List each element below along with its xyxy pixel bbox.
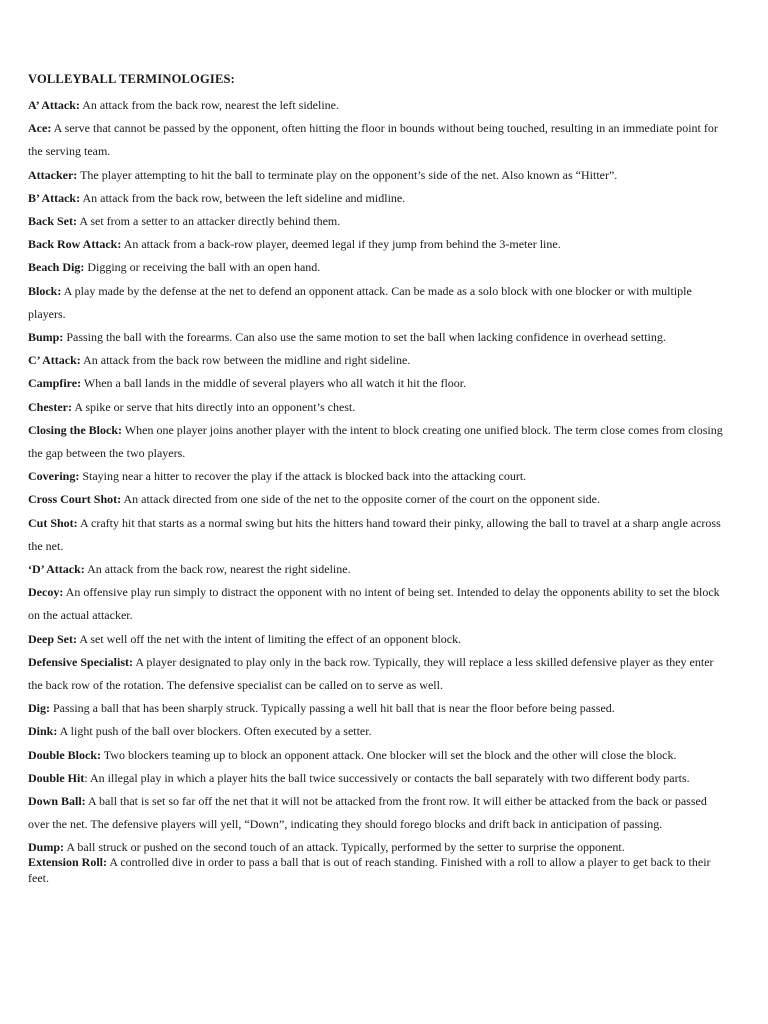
term-entry	[28, 349, 726, 372]
term-name: C’ Attack:	[28, 353, 81, 368]
term-name: Dink:	[28, 724, 58, 739]
term-definition: A set well off the net with the intent of limiting the effect of an opponent block.	[76, 631, 462, 646]
term-name: Decoy:	[28, 585, 64, 600]
term-definition: An attack from the back row between the midline and right sideline.	[80, 353, 411, 368]
terms-list	[28, 94, 726, 886]
term-entry	[28, 720, 726, 743]
term-definition: A controlled dive in order to pass a ball that is out of reach standing. Finished with a roll to allow a player to get back to their feet.	[28, 855, 711, 885]
document-title: VOLLEYBALL TERMINOLOGIES:	[28, 72, 236, 86]
term-entry	[28, 628, 726, 651]
term-name: Down Ball:	[28, 794, 86, 809]
term-definition: An attack from the back row, between the left sideline and midline.	[80, 190, 406, 205]
term-definition: An offensive play run simply to distract the opponent with no intent of being set. Intended to delay the opponents ability to set the block on the actual attacker.	[28, 585, 720, 623]
term-definition: A ball struck or pushed on the second touch of an attack. Typically, performed by the setter to surprise the opponent.	[64, 839, 625, 854]
term-entry	[28, 512, 726, 558]
term-entry	[28, 840, 726, 856]
term-entry	[28, 117, 726, 163]
term-definition: A spike or serve that hits directly into an opponent’s chest.	[71, 399, 356, 414]
term-entry	[28, 790, 726, 836]
term-name: Defensive Specialist:	[28, 654, 133, 669]
term-definition: When one player joins another player with the intent to block creating one unified block. The term close comes from closing the gap between the two players.	[28, 422, 723, 461]
term-entry	[28, 94, 726, 117]
term-name: Double Block:	[28, 747, 102, 762]
term-name: Covering:	[28, 469, 80, 484]
term-definition: A play made by the defense at the net to defend an opponent attack. Can be made as a solo block with one blocker or with multiple players.	[28, 283, 692, 321]
term-definition: An attack from a back-row player, deemed legal if they jump from behind the 3-meter line.	[121, 237, 561, 252]
term-entry	[28, 744, 726, 767]
term-definition: Digging or receiving the ball with an open hand.	[84, 260, 321, 275]
term-name: Cut Shot:	[28, 515, 78, 530]
term-entry	[28, 419, 726, 465]
term-entry	[28, 697, 726, 720]
term-definition: Passing a ball that has been sharply struck. Typically passing a well hit ball that is near the floor before being passed.	[50, 701, 615, 716]
term-definition: An attack from the back row, nearest the right sideline.	[84, 562, 351, 577]
term-entry	[28, 488, 726, 511]
term-entry	[28, 396, 726, 419]
term-name: Back Set:	[28, 214, 77, 229]
term-definition: Passing the ball with the forearms. Can also use the same motion to set the ball when lacking confidence in overhead setting.	[63, 330, 666, 345]
term-name: Attacker:	[28, 167, 78, 182]
term-name: B’ Attack:	[28, 190, 81, 205]
term-name: Cross Court Shot:	[28, 492, 122, 507]
term-definition: : An illegal play in which a player hits the ball twice successively or contacts the ball separately with two different body parts.	[84, 770, 690, 785]
term-name: A’ Attack:	[28, 98, 80, 112]
term-definition: A set from a setter to an attacker directly behind them.	[77, 214, 341, 229]
term-entry	[28, 855, 726, 886]
term-entry	[28, 581, 726, 627]
term-name: Block:	[28, 283, 62, 298]
term-definition: Staying near a hitter to recover the play if the attack is blocked back into the attacking court.	[79, 469, 527, 484]
term-name: Campfire:	[28, 376, 82, 391]
term-name: Back Row Attack:	[28, 237, 122, 252]
term-entry	[28, 164, 726, 187]
term-definition: A crafty hit that starts as a normal swing but hits the hitters hand toward their pinky, allowing the ball to travel at a sharp angle across the net.	[28, 515, 721, 553]
term-entry	[28, 233, 726, 256]
term-entry	[28, 767, 726, 790]
term-entry	[28, 558, 726, 581]
term-definition: A serve that cannot be passed by the opponent, often hitting the floor in bounds without being touched, resulting in an immediate point for the serving team.	[28, 121, 718, 159]
term-definition: When a ball lands in the middle of several players who all watch it hit the floor.	[81, 376, 467, 391]
term-entry	[28, 280, 726, 326]
term-name: ‘D’ Attack:	[28, 562, 85, 577]
term-entry	[28, 326, 726, 349]
term-definition: Two blockers teaming up to block an opponent attack. One blocker will set the block and the other will close the block.	[101, 747, 677, 762]
term-entry	[28, 465, 726, 488]
term-definition: The player attempting to hit the ball to terminate play on the opponent’s side of the net. Also known as “Hitter”.	[77, 167, 618, 182]
term-name: Dig:	[28, 701, 50, 716]
term-definition: A ball that is set so far off the net that it will not be attacked from the front row. It will either be attacked from the back or passed over the net. The defensive players will yell, “Down”, indicating they should forego blocks and drift back in anticipation of passing.	[28, 794, 707, 832]
term-name: Closing the Block:	[28, 422, 123, 437]
term-definition: An attack directed from one side of the net to the opposite corner of the court on the opponent side.	[121, 492, 600, 507]
term-entry	[28, 256, 726, 279]
term-entry	[28, 372, 726, 395]
term-name: Beach Dig:	[28, 260, 85, 275]
term-name: Ace:	[28, 121, 52, 136]
term-entry	[28, 210, 726, 233]
term-name: Dump:	[28, 839, 65, 854]
term-name: Double Hit	[28, 770, 85, 785]
term-entry	[28, 187, 726, 210]
term-name: Bump:	[28, 330, 64, 345]
term-definition: An attack from the back row, nearest the left sideline.	[79, 98, 339, 112]
term-definition: A light push of the ball over blockers. Often executed by a setter.	[57, 724, 372, 739]
term-definition: A player designated to play only in the back row. Typically, they will replace a less skilled defensive player as they enter the back row of the rotation. The defensive specialist can be called on to serve as well.	[28, 654, 714, 693]
term-entry	[28, 651, 726, 697]
term-name: Extension Roll:	[28, 855, 108, 869]
term-name: Deep Set:	[28, 631, 77, 646]
term-name: Chester:	[28, 399, 72, 414]
